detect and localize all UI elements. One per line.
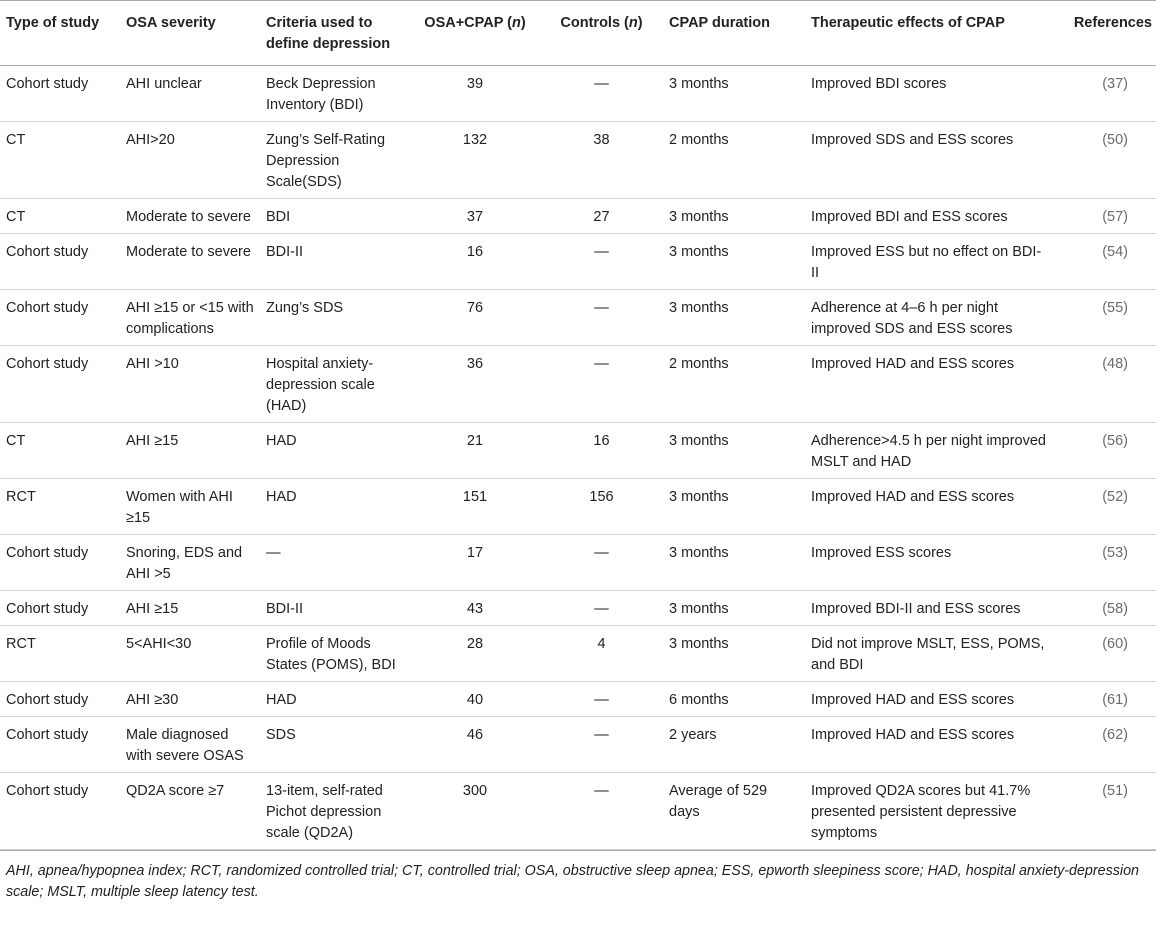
table-row <box>0 626 1156 682</box>
cell-osa-cpap: 46 <box>410 717 540 773</box>
cell-type: RCT <box>0 626 120 682</box>
cell-osa-cpap: 28 <box>410 626 540 682</box>
cell-severity: AHI >10 <box>120 346 260 423</box>
table-row <box>0 346 1156 423</box>
cell-criteria: — <box>260 535 410 591</box>
header-criteria: Criteria used to define depression <box>260 1 410 66</box>
cell-reference: (60) <box>1055 626 1156 682</box>
header-type: Type of study <box>0 1 120 66</box>
cell-effects: Improved ESS scores <box>805 535 1055 591</box>
cell-criteria: BDI <box>260 199 410 234</box>
header-controls: Controls (n) <box>540 1 663 66</box>
cell-duration: 2 years <box>663 717 805 773</box>
table-body <box>0 66 1156 850</box>
cell-severity: AHI ≥15 <box>120 591 260 626</box>
cell-osa-cpap: 16 <box>410 234 540 290</box>
cell-controls: 4 <box>540 626 663 682</box>
cell-controls: 38 <box>540 122 663 199</box>
cell-severity: Women with AHI ≥15 <box>120 479 260 535</box>
cell-osa-cpap: 21 <box>410 423 540 479</box>
table-row <box>0 773 1156 850</box>
cell-controls: 16 <box>540 423 663 479</box>
cell-criteria: BDI-II <box>260 591 410 626</box>
cell-severity: Male diagnosed with severe OSAS <box>120 717 260 773</box>
cell-controls: — <box>540 290 663 346</box>
cell-effects: Improved SDS and ESS scores <box>805 122 1055 199</box>
cell-duration: 2 months <box>663 122 805 199</box>
cell-criteria: Zung’s SDS <box>260 290 410 346</box>
cell-criteria: Zung’s Self-Rating Depression Scale(SDS) <box>260 122 410 199</box>
header-references: References <box>1055 1 1156 66</box>
cell-controls: — <box>540 234 663 290</box>
cell-reference: (51) <box>1055 773 1156 850</box>
cell-duration: 2 months <box>663 346 805 423</box>
cell-criteria: Profile of Moods States (POMS), BDI <box>260 626 410 682</box>
cell-severity: AHI ≥15 <box>120 423 260 479</box>
cell-criteria: HAD <box>260 423 410 479</box>
cell-reference: (57) <box>1055 199 1156 234</box>
cell-type: Cohort study <box>0 66 120 122</box>
cell-controls: — <box>540 535 663 591</box>
cell-effects: Improved HAD and ESS scores <box>805 717 1055 773</box>
cell-effects: Improved BDI-II and ESS scores <box>805 591 1055 626</box>
cell-type: Cohort study <box>0 717 120 773</box>
cell-severity: QD2A score ≥7 <box>120 773 260 850</box>
cell-severity: Snoring, EDS and AHI >5 <box>120 535 260 591</box>
cell-effects: Did not improve MSLT, ESS, POMS, and BDI <box>805 626 1055 682</box>
cell-osa-cpap: 39 <box>410 66 540 122</box>
cell-reference: (52) <box>1055 479 1156 535</box>
cell-effects: Improved BDI scores <box>805 66 1055 122</box>
cell-reference: (50) <box>1055 122 1156 199</box>
cell-criteria: HAD <box>260 682 410 717</box>
cell-controls: — <box>540 591 663 626</box>
cell-type: CT <box>0 423 120 479</box>
cell-osa-cpap: 37 <box>410 199 540 234</box>
cell-controls: — <box>540 682 663 717</box>
cell-osa-cpap: 76 <box>410 290 540 346</box>
table-row <box>0 423 1156 479</box>
cell-criteria: BDI-II <box>260 234 410 290</box>
cell-duration: 3 months <box>663 66 805 122</box>
table-row <box>0 479 1156 535</box>
cell-severity: AHI unclear <box>120 66 260 122</box>
cell-severity: Moderate to severe <box>120 234 260 290</box>
cell-reference: (55) <box>1055 290 1156 346</box>
cell-duration: Average of 529 days <box>663 773 805 850</box>
cell-osa-cpap: 40 <box>410 682 540 717</box>
cell-duration: 3 months <box>663 199 805 234</box>
cell-osa-cpap: 151 <box>410 479 540 535</box>
cell-effects: Improved HAD and ESS scores <box>805 479 1055 535</box>
cell-duration: 3 months <box>663 234 805 290</box>
cell-type: Cohort study <box>0 535 120 591</box>
table-row <box>0 535 1156 591</box>
table-row <box>0 66 1156 122</box>
cell-type: CT <box>0 199 120 234</box>
cell-duration: 3 months <box>663 535 805 591</box>
table-row <box>0 717 1156 773</box>
cell-duration: 3 months <box>663 626 805 682</box>
cell-criteria: 13-item, self-rated Pichot depression scale (QD2A) <box>260 773 410 850</box>
cell-osa-cpap: 36 <box>410 346 540 423</box>
cell-severity: AHI>20 <box>120 122 260 199</box>
cell-effects: Adherence>4.5 h per night improved MSLT and HAD <box>805 423 1055 479</box>
header-severity: OSA severity <box>120 1 260 66</box>
cell-severity: Moderate to severe <box>120 199 260 234</box>
cell-effects: Improved ESS but no effect on BDI-II <box>805 234 1055 290</box>
table-header <box>0 1 1156 66</box>
cell-criteria: HAD <box>260 479 410 535</box>
cell-duration: 6 months <box>663 682 805 717</box>
cell-effects: Improved BDI and ESS scores <box>805 199 1055 234</box>
cell-type: Cohort study <box>0 346 120 423</box>
table-row <box>0 199 1156 234</box>
cell-osa-cpap: 300 <box>410 773 540 850</box>
cell-type: Cohort study <box>0 234 120 290</box>
cell-controls: 27 <box>540 199 663 234</box>
table-row <box>0 234 1156 290</box>
cell-controls: — <box>540 346 663 423</box>
cell-effects: Improved HAD and ESS scores <box>805 346 1055 423</box>
table-row <box>0 290 1156 346</box>
table-row <box>0 682 1156 717</box>
cell-criteria: SDS <box>260 717 410 773</box>
cell-osa-cpap: 132 <box>410 122 540 199</box>
cell-severity: AHI ≥15 or <15 with complications <box>120 290 260 346</box>
cell-effects: Adherence at 4–6 h per night improved SDS and ESS scores <box>805 290 1055 346</box>
cell-duration: 3 months <box>663 479 805 535</box>
cell-controls: — <box>540 773 663 850</box>
cell-reference: (58) <box>1055 591 1156 626</box>
cell-criteria: Beck Depression Inventory (BDI) <box>260 66 410 122</box>
cell-type: Cohort study <box>0 682 120 717</box>
cell-reference: (48) <box>1055 346 1156 423</box>
cell-osa-cpap: 43 <box>410 591 540 626</box>
cell-controls: 156 <box>540 479 663 535</box>
cell-controls: — <box>540 66 663 122</box>
cell-duration: 3 months <box>663 423 805 479</box>
cell-reference: (54) <box>1055 234 1156 290</box>
cell-reference: (61) <box>1055 682 1156 717</box>
cell-severity: 5<AHI<30 <box>120 626 260 682</box>
header-effects: Therapeutic effects of CPAP <box>805 1 1055 66</box>
cell-type: Cohort study <box>0 773 120 850</box>
cell-type: Cohort study <box>0 591 120 626</box>
cell-osa-cpap: 17 <box>410 535 540 591</box>
cell-effects: Improved HAD and ESS scores <box>805 682 1055 717</box>
cell-reference: (37) <box>1055 66 1156 122</box>
header-duration: CPAP duration <box>663 1 805 66</box>
table-row <box>0 122 1156 199</box>
cell-criteria: Hospital anxiety-depression scale (HAD) <box>260 346 410 423</box>
cell-effects: Improved QD2A scores but 41.7% presented persistent depressive symptoms <box>805 773 1055 850</box>
cell-reference: (53) <box>1055 535 1156 591</box>
cell-type: RCT <box>0 479 120 535</box>
cell-reference: (62) <box>1055 717 1156 773</box>
cell-type: CT <box>0 122 120 199</box>
cell-controls: — <box>540 717 663 773</box>
cell-severity: AHI ≥30 <box>120 682 260 717</box>
cell-reference: (56) <box>1055 423 1156 479</box>
cell-duration: 3 months <box>663 290 805 346</box>
cell-duration: 3 months <box>663 591 805 626</box>
header-osa-cpap: OSA+CPAP (n) <box>410 1 540 66</box>
table-footnote: AHI, apnea/hypopnea index; RCT, randomized controlled trial; CT, controlled trial; OSA, obstructive sleep apnea; ESS, epworth sleepiness score; HAD, hospital anxiety-depression scale; MSLT, multiple sleep latency test. <box>0 850 1156 903</box>
table-row <box>0 591 1156 626</box>
cell-type: Cohort study <box>0 290 120 346</box>
